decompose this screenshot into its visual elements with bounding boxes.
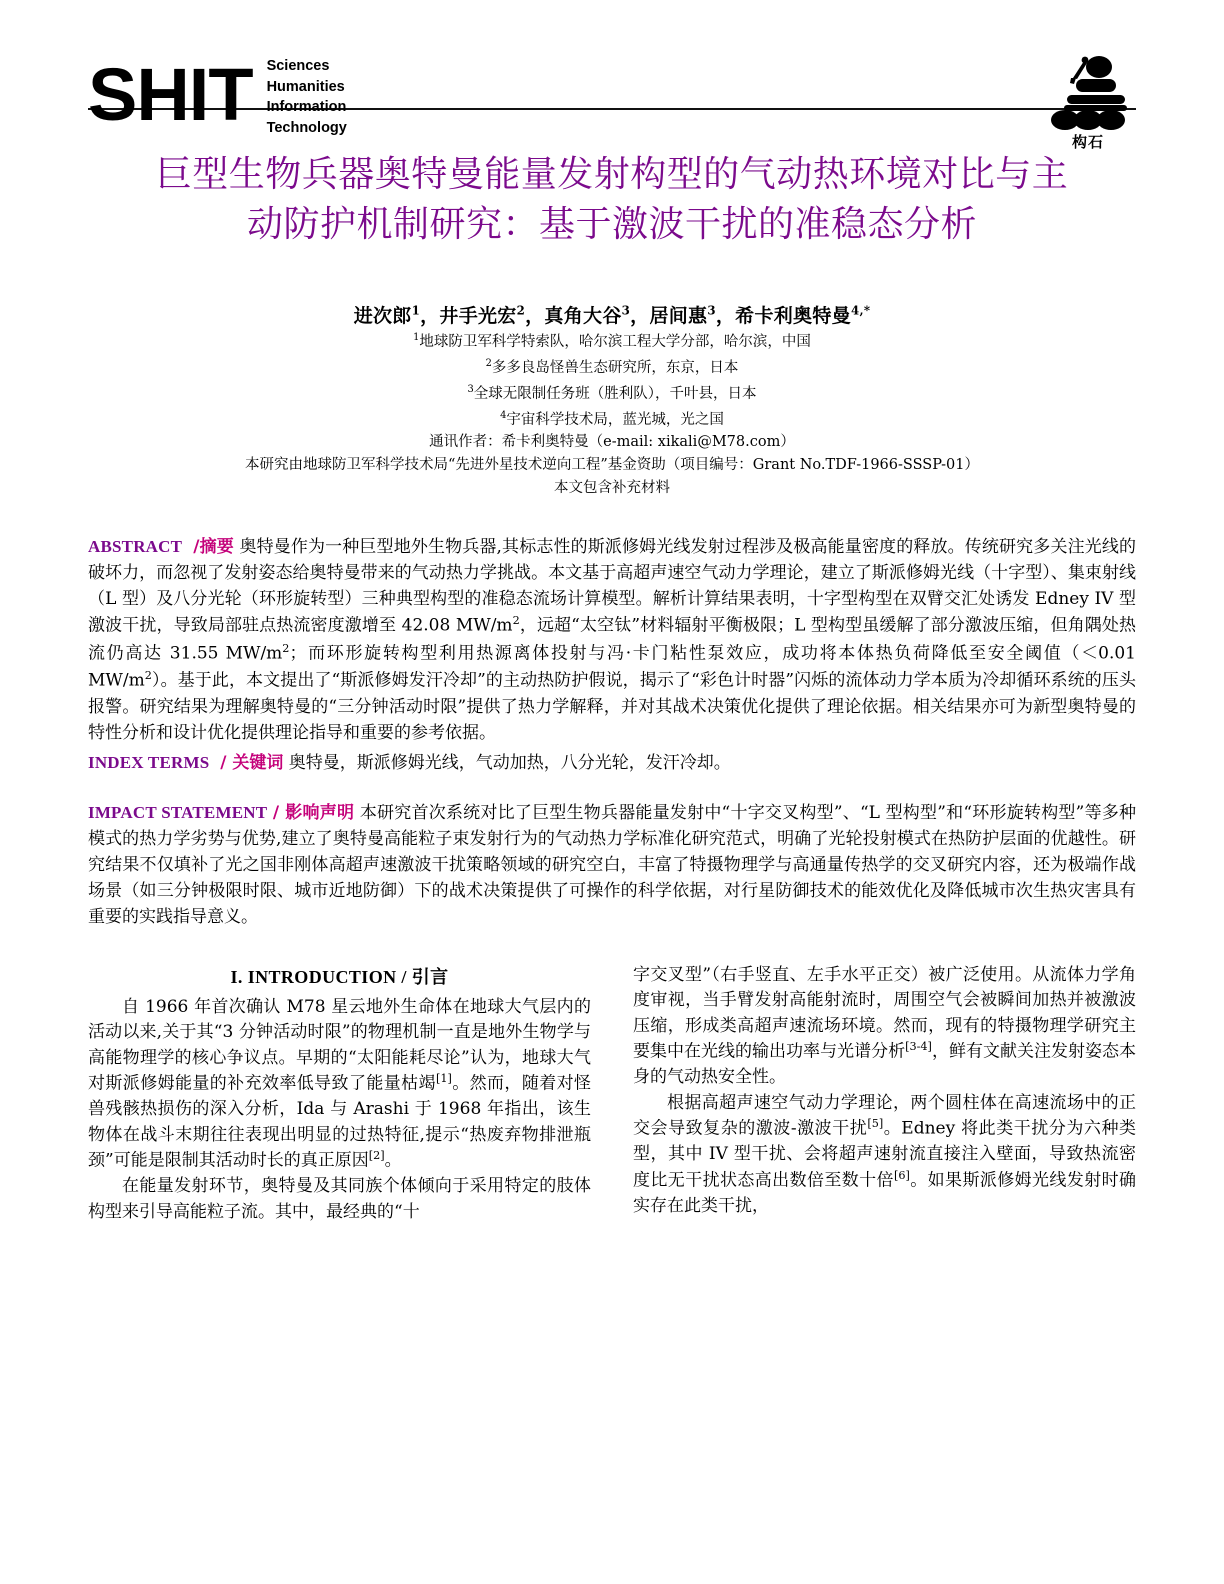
journal-logo (88, 52, 347, 138)
author-name: 真角大谷 (544, 305, 622, 328)
journal-word-humanities: Humanities (266, 78, 345, 95)
abstract-text-3: ；而环形旋转构型利用热源离体投射与冯·卡门粘性泵效应，成功将本体热负荷降低至安全阈值（＜0.01 MW/m (88, 643, 1136, 692)
affiliation-text: 多多良岛怪兽生态研究所，东京，日本 (491, 359, 739, 376)
paragraph-text: 在能量发射环节，奥特曼及其同族个体倾向于采用特定的肢体构型来引导高能粒子流。其中，最经典的“十 (88, 1176, 591, 1222)
abstract-text-1: 奥特曼作为一种巨型地外生物兵器,其标志性的斯派修姆光线发射过程涉及极高能量密度的释放。传统研究多关注光线的破坏力，而忽视了发射姿态给奥特曼带来的气动热力学挑战。本文基于高超声速空气动力学理论，建立了斯派修姆光线（十字型）、集束射线（L 型）及八分光轮（环形旋转型）三种典型构型的准稳态流场计算模型。解析计算结果表明，十字型构型在双臂交汇处诱发 Edney IV 型激波干扰，导致局部驻点热流密度激增至 42.08 MW/m (88, 537, 1136, 637)
citation-ref: [3-4] (905, 1040, 932, 1054)
affiliation-marker: 1 (413, 332, 420, 344)
abstract-paragraph (88, 534, 1136, 747)
paragraph-right-2 (633, 1091, 1136, 1220)
paragraph-text: 。 (384, 1150, 402, 1171)
corresponding-author: 通讯作者：希卡利奥特曼（e-mail: xikali@M78.com） (429, 434, 795, 451)
abstract-sup-1: 2 (512, 614, 520, 628)
paragraph-text: 字交叉型”（右手竖直、左手水平正交）被广泛使用。从流体力学角度审视，当手臂发射高能射流时，周围空气会被瞬间加热并被激波压缩，形成类高超声速流场环境。然而，现有的特摄物理学研究主要集中在光线的输出功率与光谱分析 (633, 964, 1136, 1062)
author-name: 居间惠 (649, 305, 708, 328)
citation-ref: [5] (867, 1117, 884, 1131)
abstract-sup-2: 2 (282, 641, 290, 655)
affiliation-text: 全球无限制任务班（胜利队），千叶县，日本 (473, 385, 757, 402)
affiliation-text: 地球防卫军科学特索队，哈尔滨工程大学分部，哈尔滨，中国 (419, 334, 811, 351)
paragraph-text: 。如果斯派修姆光线发射时确实存在此类干扰， (633, 1170, 1137, 1217)
paragraph-left-2 (88, 1174, 591, 1225)
impact-text: 本研究首次系统对比了巨型生物兵器能量发射中“十字交叉构型”、“L 型构型”和“环形旋转构型”等多种模式的热力学劣势与优势,建立了奥特曼高能粒子束发射行为的气动热力学标准化研究范式，明确了光轮投射模式在热防护层面的优越性。研究结果不仅填补了光之国非刚体高超声速激波干扰策略领域的研究空白，丰富了特摄物理学与高通量传热学的交叉研究内容，还为极端作战场景（如三分钟极限时限、城市近地防御）下的战术决策提供了可操作的科学依据，对行星防御技术的能效优化及降低城市次生热灾害具有重要的实践指导意义。 (88, 803, 1137, 927)
journal-word-sciences: Sciences (266, 58, 330, 74)
paragraph-right-1 (633, 963, 1136, 1091)
abstract-section (88, 534, 1136, 931)
journal-word-information: Information (266, 99, 347, 116)
impact-statement-paragraph (88, 800, 1136, 930)
citation-ref: [1] (435, 1072, 452, 1086)
impact-label-en: IMPACT STATEMENT (88, 803, 268, 823)
paper-title: 巨型生物兵器奥特曼能量发射构型的气动热环境对比与主动防护机制研究：基于激波干扰的准稳态分析 (155, 154, 1069, 245)
paragraph-text: 自 1966 年首次确认 M78 星云地外生命体在地球大气层内的活动以来,关于其“3 分钟活动时限”的物理机制一直是地外生物学与高能物理学的核心争议点。早期的“太阳能耗尽论”认为，地球大气对斯派修姆能量的补充效率低导致了能量枯竭 (88, 996, 591, 1094)
author-name: 井手光宏 (439, 305, 517, 328)
paragraph-left-1 (88, 995, 591, 1175)
affiliation-1 (88, 330, 1136, 354)
journal-word-technology: Technology (266, 119, 347, 136)
paragraph-text: 。然而，随着对怪兽残骸热损伤的深入分析，Ida 与 Arashi 于 1968 年指出，该生物体在战斗末期往往表现出明显的过热特征,提示“热废弃物排泄瓶颈”可能是限制其活动时长的真正原因 (88, 1073, 592, 1171)
citation-ref: [2] (368, 1149, 385, 1163)
author-affil-marker: 2 (516, 304, 526, 319)
affiliation-marker: 4 (500, 409, 507, 421)
paragraph-text: ，鲜有文献关注发射姿态本身的气动热安全性。 (633, 1041, 1137, 1088)
journal-fullname (267, 52, 347, 138)
abstract-sup-3: 2 (144, 669, 152, 683)
affiliation-marker: 2 (485, 358, 492, 370)
supplementary-note: 本文包含补充材料 (554, 480, 670, 497)
body-columns (88, 963, 1136, 1226)
column-right (633, 963, 1136, 1226)
index-terms-label-en: INDEX TERMS (88, 752, 210, 772)
author-affil-marker: 4,* (850, 304, 871, 319)
publisher-name: 构石 (1071, 133, 1104, 151)
paragraph-text: 根据高超声速空气动力学理论，两个圆柱体在高速流场中的正交会导致复杂的激波-激波干扰 (633, 1092, 1136, 1139)
section-heading-introduction: I. INTRODUCTION / 引言 (230, 966, 449, 987)
stacked-stones-icon (1043, 54, 1133, 130)
affiliation-3 (88, 382, 1136, 406)
author-affil-marker: 1 (411, 304, 421, 319)
index-terms-label-cn: / 关键词 (220, 752, 284, 773)
index-terms-paragraph (88, 750, 1136, 777)
masthead (88, 0, 1136, 151)
abstract-text-2: ，远超“太空钛”材料辐射平衡极限；L 型构型虽缓解了部分激波压缩，但角隅处热流仍高达 31.55 MW/m (88, 616, 1137, 664)
column-left (88, 963, 591, 1226)
affiliation-4 (88, 408, 1136, 432)
abstract-text-4: ）。基于此，本文提出了“斯派修姆发汗冷却”的主动热防护假说，揭示了“彩色计时器”闪烁的流体动力学本质为冷却循环系统的压头报警。研究结果为理解奥特曼的“三分钟活动时限”提供了热力学解释，并对其战术决策优化提供了理论依据。相关结果亦可为新型奥特曼的特性分析和设计优化提供理论指导和重要的参考依据。 (88, 671, 1136, 743)
paragraph-text: 。Edney 将此类干扰分为六种类型，其中 IV 型干扰、会将超声速射流直接注入壁面，导致热流密度比无干扰状态高出数倍至数十倍 (633, 1118, 1137, 1191)
impact-label-cn: / 影响声明 (272, 803, 355, 824)
author-list: 进次郎$^1$，井手光宏$^2$，真角大谷$^3$，居间惠$^3$，希卡利奥特曼$^{4,*}$ (353, 304, 871, 328)
funding-statement: 本研究由地球防卫军科学技术局“先进外星技术逆向工程”基金资助（项目编号：Grant No.TDF-1966-SSSP-01） (244, 457, 980, 474)
author-name: 希卡利奥特曼 (735, 305, 851, 328)
citation-ref: [6] (893, 1168, 910, 1182)
affiliation-text: 宇宙科学技术局，蓝光城，光之国 (506, 411, 724, 428)
abstract-label-en: ABSTRACT (88, 537, 183, 556)
author-affil-marker: 3 (707, 304, 716, 319)
journal-acronym: SHIT (88, 53, 253, 137)
index-terms-text: 奥特曼，斯派修姆光线，气动加热，八分光轮，发汗冷却。 (288, 752, 731, 773)
authors-block (88, 301, 1136, 500)
affiliation-marker: 3 (467, 383, 474, 395)
author-name: 进次郎 (353, 305, 412, 328)
publisher-logo (1040, 52, 1136, 152)
author-affil-marker: 3 (621, 304, 631, 319)
affiliation-2 (88, 356, 1136, 380)
abstract-label-cn: /摘要 (193, 537, 234, 557)
